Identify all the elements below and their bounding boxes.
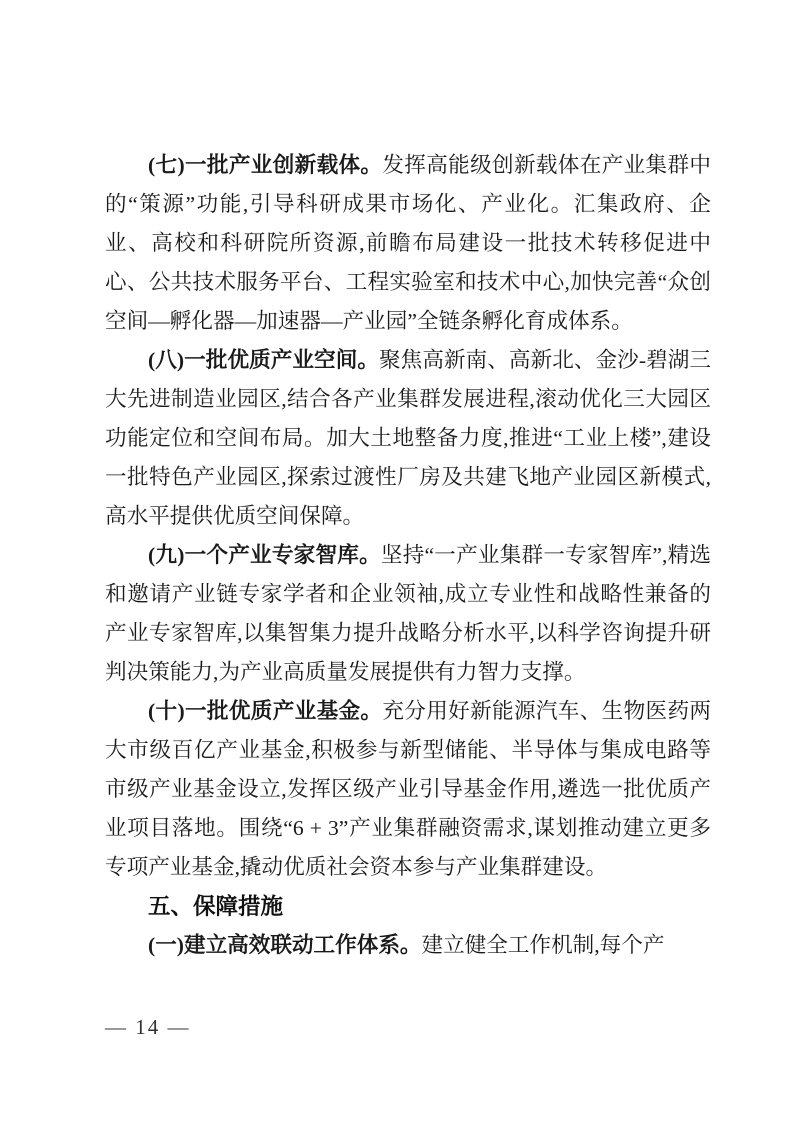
page-number: — 14 — — [105, 1015, 191, 1039]
paragraph-5-1 — [105, 926, 711, 965]
paragraph-8-lead: (八)一批优质产业空间。 — [148, 348, 380, 372]
paragraph-10-text: 充分用好新能源汽车、生物医药两大市级百亿产业基金,积极参与新型储能、半导体与集成电路等市级产业基金设立,发挥区级产业引导基金作用,遴选一批优质产业项目落地。围绕“6 + 3”产业集群融资需求,谋划推动建立更多专项产业基金,撬动优质社会资本参与产业集群建设。 — [105, 699, 711, 879]
paragraph-7-text: 发挥高能级创新载体在产业集群中的“策源”功能,引导科研成果市场化、产业化。汇集政府、企业、高校和科研院所资源,前瞻布局建设一批技术转移促进中心、公共技术服务平台、工程实验室和技术中心,加快完善“众创空间—孵化器—加速器—产业园”全链条孵化育成体系。 — [105, 153, 711, 333]
paragraph-5-1-text: 建立健全工作机制,每个产 — [421, 933, 665, 957]
paragraph-9-lead: (九)一个产业专家智库。 — [148, 543, 381, 567]
document-body — [105, 146, 711, 965]
paragraph-5-1-lead: (一)建立高效联动工作体系。 — [148, 933, 422, 957]
paragraph-10 — [105, 692, 711, 887]
paragraph-10-lead: (十)一批优质产业基金。 — [148, 699, 383, 723]
paragraph-8-text: 聚焦高新南、高新北、金沙-碧湖三大先进制造业园区,结合各产业集群发展进程,滚动优化三大园区功能定位和空间布局。加大土地整备力度,推进“工业上楼”,建设一批特色产业园区,探索过渡性厂房及共建飞地产业园区新模式,高水平提供优质空间保障。 — [105, 348, 711, 528]
section-heading-safeguard-measures: 五、保障措施 — [148, 894, 284, 919]
paragraph-8 — [105, 341, 711, 536]
paragraph-9 — [105, 536, 711, 692]
paragraph-7 — [105, 146, 711, 341]
paragraph-9-text: 坚持“一产业集群一专家智库”,精选和邀请产业链专家学者和企业领袖,成立专业性和战略性兼备的产业专家智库,以集智集力提升战略分析水平,以科学咨询提升研判决策能力,为产业高质量发展提供有力智力支撑。 — [105, 543, 711, 684]
paragraph-7-lead: (七)一批产业创新载体。 — [148, 153, 383, 177]
